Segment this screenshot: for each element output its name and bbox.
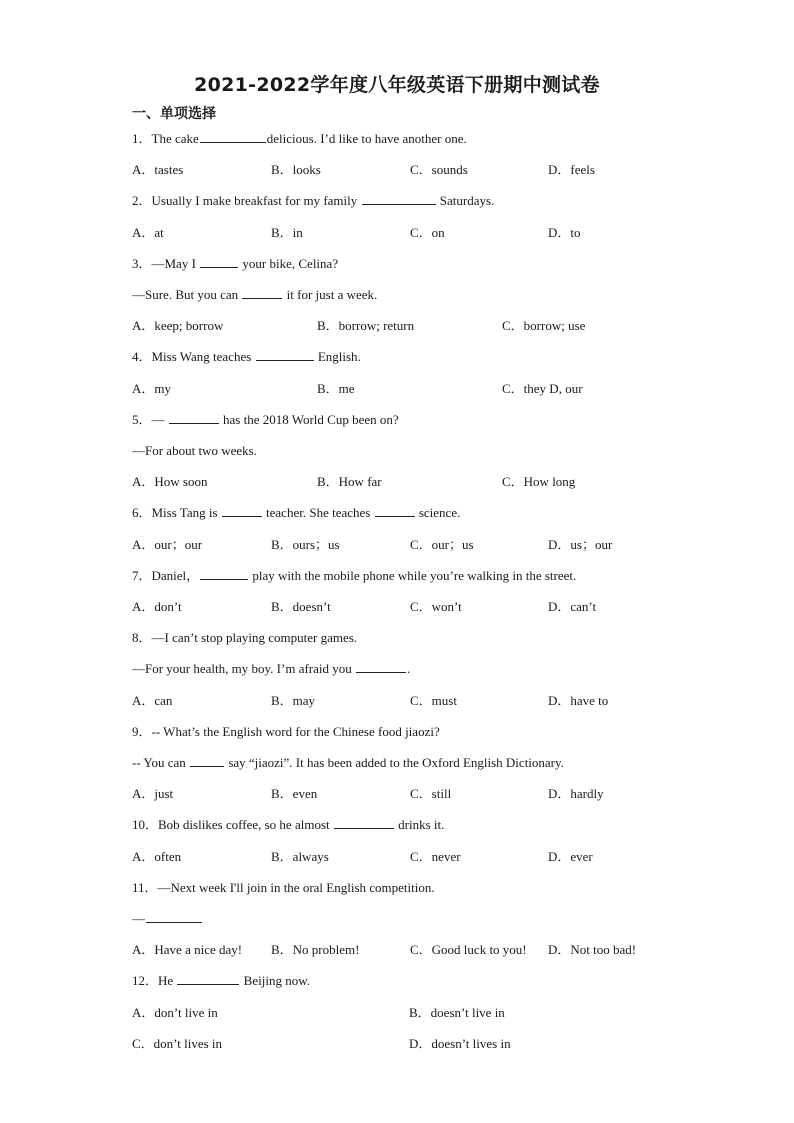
question-text: 6．Miss Tang is — [132, 505, 221, 520]
option-b: B．me — [317, 381, 355, 396]
answer-blank — [256, 348, 314, 361]
answer-blank — [222, 504, 262, 517]
question-text: 2．Usually I make breakfast for my family — [132, 193, 361, 208]
option-a: A．can — [132, 693, 173, 708]
question-text: 12．He — [132, 973, 177, 988]
option-a: A．my — [132, 381, 172, 396]
option-c: C．don’t lives in — [132, 1036, 223, 1051]
option-b: B．always — [271, 849, 329, 864]
question-text: 4．Miss Wang teaches — [132, 349, 255, 364]
option-c: C．they D, our — [502, 381, 583, 396]
question-9-reply — [132, 754, 564, 772]
option-d: D．have to — [548, 693, 609, 708]
option-b: B．even — [271, 786, 318, 801]
question-text: Beijing now. — [240, 973, 310, 988]
answer-blank — [169, 411, 219, 424]
question-text: — — [132, 911, 145, 926]
question-text: 5．— — [132, 412, 168, 427]
question-text: 10．Bob dislikes coffee, so he almost — [132, 817, 333, 832]
question-text: —For your health, my boy. I’m afraid you — [132, 661, 355, 676]
option-a: A．often — [132, 849, 182, 864]
question-9: 9．-- What’s the English word for the Chinese food jiaozi? — [132, 724, 440, 739]
option-c: C．Good luck to you! — [410, 942, 527, 957]
option-a: A．keep; borrow — [132, 318, 224, 333]
question-text: 3．—May I — [132, 256, 200, 271]
option-a: A．just — [132, 786, 174, 801]
answer-blank — [334, 816, 394, 829]
question-text: 7．Daniel， — [132, 568, 200, 583]
question-text: 1．The cake — [132, 131, 199, 146]
question-1 — [132, 130, 467, 148]
option-a: A．our；our — [132, 537, 203, 552]
option-c: C．sounds — [410, 162, 468, 177]
option-d: D．Not too bad! — [548, 942, 637, 957]
question-text: teacher. She teaches — [262, 505, 374, 520]
option-b: B．doesn’t live in — [409, 1005, 505, 1020]
option-b: B．ours；us — [271, 537, 340, 552]
answer-blank — [200, 130, 266, 143]
question-3-reply — [132, 286, 377, 304]
question-text: -- You can — [132, 755, 190, 770]
question-text: —Sure. But you can — [132, 287, 242, 302]
option-b: B．in — [271, 225, 303, 240]
option-b: B．borrow; return — [317, 318, 415, 333]
question-text: your bike, Celina? — [239, 256, 339, 271]
option-c: C．won’t — [410, 599, 462, 614]
option-a: A．don’t — [132, 599, 182, 614]
answer-blank — [200, 255, 238, 268]
question-2 — [132, 192, 494, 210]
option-c: C．on — [410, 225, 445, 240]
question-text: say “jiaozi”. It has been added to the Oxford English Dictionary. — [225, 755, 564, 770]
question-8-reply — [132, 660, 410, 678]
option-d: D．doesn’t lives in — [409, 1036, 511, 1051]
question-text: Saturdays. — [436, 193, 495, 208]
option-a: A．Have a nice day! — [132, 942, 243, 957]
answer-blank — [375, 504, 415, 517]
question-10 — [132, 816, 444, 834]
option-d: D．can’t — [548, 599, 597, 614]
question-text: delicious. I’d like to have another one. — [266, 131, 467, 146]
option-d: D．to — [548, 225, 581, 240]
question-8: 8．—I can’t stop playing computer games. — [132, 630, 358, 645]
option-c: C．still — [410, 786, 452, 801]
question-text: science. — [415, 505, 461, 520]
question-text: drinks it. — [394, 817, 445, 832]
section-heading: 一、单项选择 — [132, 106, 216, 122]
answer-blank — [177, 972, 239, 985]
option-d: D．us；our — [548, 537, 613, 552]
answer-blank — [190, 754, 224, 767]
answer-blank — [356, 660, 406, 673]
answer-blank — [242, 286, 282, 299]
option-a: A．How soon — [132, 474, 208, 489]
option-d: D．hardly — [548, 786, 604, 801]
option-b: B．looks — [271, 162, 321, 177]
option-c: C．our；us — [410, 537, 474, 552]
question-6 — [132, 504, 460, 522]
question-text: has the 2018 World Cup been on? — [219, 412, 399, 427]
question-12 — [132, 972, 310, 990]
option-a: A．tastes — [132, 162, 184, 177]
option-b: B．doesn’t — [271, 599, 331, 614]
answer-blank — [200, 567, 248, 580]
question-7 — [132, 567, 576, 585]
option-c: C．must — [410, 693, 457, 708]
answer-blank — [362, 192, 436, 205]
question-text: play with the mobile phone while you’re walking in the street. — [249, 568, 577, 583]
option-b: B．No problem! — [271, 942, 360, 957]
question-11: 11．—Next week I'll join in the oral English competition. — [132, 880, 435, 895]
option-a: A．at — [132, 225, 164, 240]
option-d: D．feels — [548, 162, 595, 177]
question-text: English. — [314, 349, 361, 364]
option-b: B．How far — [317, 474, 382, 489]
option-d: D．ever — [548, 849, 593, 864]
question-5 — [132, 411, 399, 429]
option-c: C．How long — [502, 474, 576, 489]
option-a: A．don’t live in — [132, 1005, 218, 1020]
page-title: 2021-2022学年度八年级英语下册期中测试卷 — [194, 74, 600, 96]
question-5-reply: —For about two weeks. — [132, 443, 257, 458]
option-c: C．never — [410, 849, 461, 864]
option-c: C．borrow; use — [502, 318, 586, 333]
question-text: it for just a week. — [283, 287, 378, 302]
question-3 — [132, 255, 338, 273]
answer-blank — [146, 910, 202, 923]
question-text: . — [407, 661, 411, 676]
option-b: B．may — [271, 693, 316, 708]
question-11-reply — [132, 910, 203, 928]
question-4 — [132, 348, 361, 366]
